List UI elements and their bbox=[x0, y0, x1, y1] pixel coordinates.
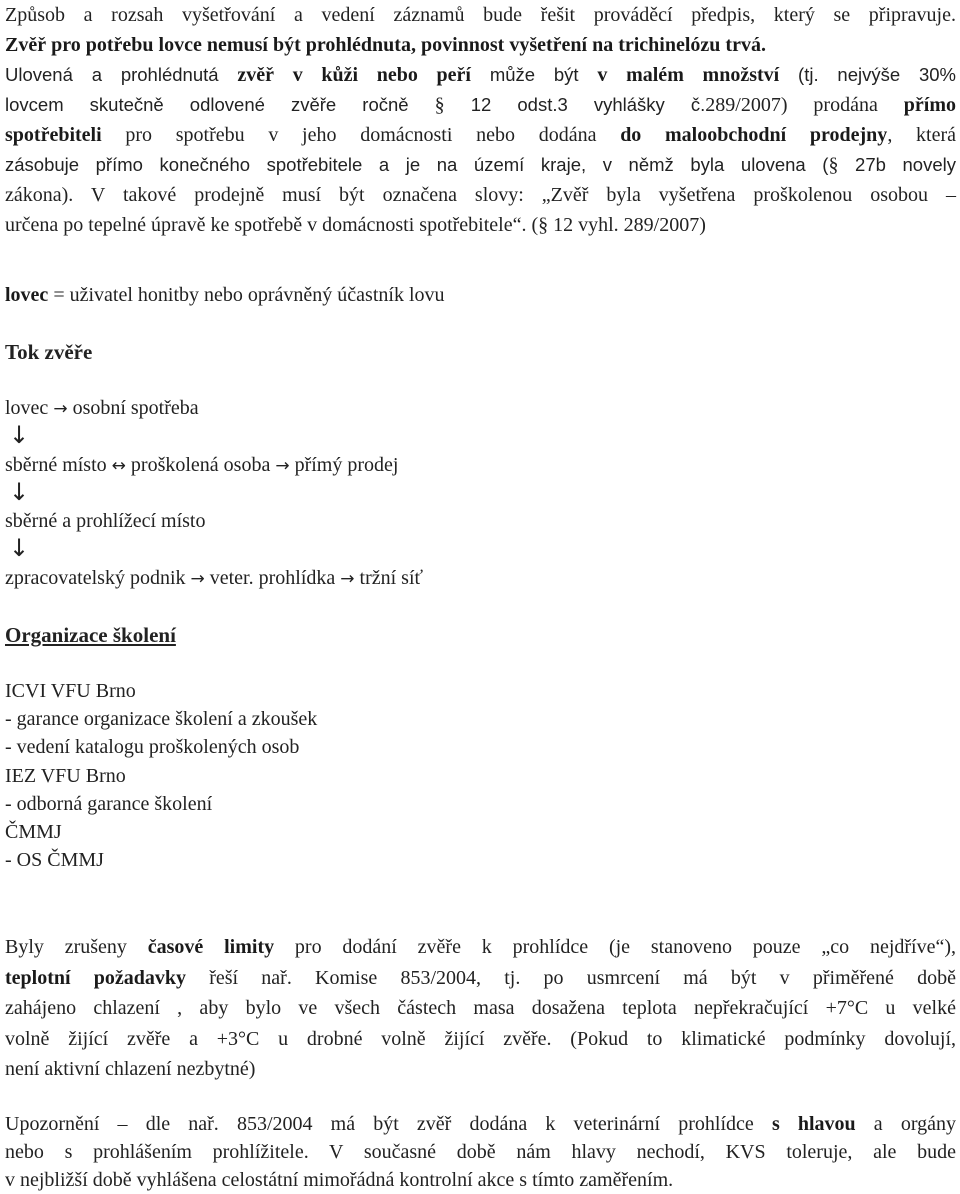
intro-line-8: určena po tepelné úpravě ke spotřebě v domácnosti spotřebitele“. (§ 12 vyhl. 289/2007) bbox=[5, 214, 706, 236]
flow-heading: Tok zvěře bbox=[5, 340, 93, 364]
intro-line-3: Ulovená a prohlédnutá zvěř v kůži nebo peří může být v malém množství (tj. nejvýše 30% bbox=[5, 64, 956, 86]
training-heading: Organizace školení bbox=[5, 623, 176, 647]
intro-line-5: spotřebiteli pro spotřebu v jeho domácnosti nebo dodána do maloobchodní prodejny, která bbox=[5, 124, 956, 146]
flow-row-4: zpracovatelský podnik → veter. prohlídka → tržní síť bbox=[5, 567, 424, 589]
limits-line-2: teplotní požadavky řeší nař. Komise 853/2004, tj. po usmrcení má být v přiměřené době bbox=[5, 966, 956, 989]
limits-line-4: volně žijící zvěře a +3°C u drobné volně žijící zvěře. (Pokud to klimatické podmínky dovolují, bbox=[5, 1027, 956, 1050]
warning-line-3: v nejbližší době vyhlášena celostátní mimořádná kontrolní akce s tímto zaměřením. bbox=[5, 1169, 674, 1191]
training-item: - OS ČMMJ bbox=[5, 849, 104, 872]
intro-line-1: Způsob a rozsah vyšetřování a vedení záznamů bude řešit prováděcí předpis, který se připravuje. bbox=[5, 4, 956, 26]
arrow-right-icon: → bbox=[340, 569, 355, 589]
section-icon: § bbox=[828, 154, 839, 176]
flow-row-1: lovec → osobní spotřeba bbox=[5, 397, 199, 419]
limits-line-1: Byly zrušeny časové limity pro dodání zvěře k prohlídce (je stanoveno pouze „co nejdříve“), bbox=[5, 936, 957, 958]
lovec-definition: lovec = uživatel honitby nebo oprávněný účastník lovu bbox=[5, 284, 445, 306]
warning-paragraph bbox=[5, 1110, 956, 1194]
training-item: IEZ VFU Brno bbox=[5, 764, 126, 787]
flow-row-3: sběrné a prohlížecí místo bbox=[5, 510, 206, 532]
intro-line-7: zákona). V takové prodejně musí být označena slovy: „Zvěř byla vyšetřena proškolenou osobou – bbox=[5, 184, 956, 206]
arrow-down-icon: ↓ bbox=[9, 421, 30, 449]
section-icon: § bbox=[538, 214, 549, 236]
training-list bbox=[5, 677, 956, 874]
arrow-down-icon: ↓ bbox=[9, 478, 30, 506]
training-item: ICVI VFU Brno bbox=[5, 680, 136, 702]
training-item: - odborná garance školení bbox=[5, 792, 213, 815]
intro-line-2: Zvěř pro potřebu lovce nemusí být prohlédnuta, povinnost vyšetření na trichinelózu trvá. bbox=[5, 34, 766, 56]
training-item: - garance organizace školení a zkoušek bbox=[5, 708, 318, 731]
flow-row-2: sběrné místo ↔ proškolená osoba → přímý prodej bbox=[5, 454, 399, 476]
limits-line-5: není aktivní chlazení nezbytné) bbox=[5, 1058, 256, 1080]
arrow-both-icon: ↔ bbox=[111, 456, 126, 476]
limits-paragraph bbox=[5, 932, 956, 1085]
intro-line-4: lovcem skutečně odlovené zvěře ročně § 12 odst.3 vyhlášky č.289/2007) prodána přímo bbox=[5, 94, 956, 116]
limits-line-3: zahájeno chlazení , aby bylo ve všech částech masa dosažena teplota nepřekračující +7°C u velké bbox=[5, 997, 956, 1019]
section-icon: § bbox=[434, 94, 445, 116]
training-item: - vedení katalogu proškolených osob bbox=[5, 736, 300, 759]
training-item: ČMMJ bbox=[5, 821, 62, 844]
intro-line-6: zásobuje přímo konečného spotřebitele a je na území kraje, v němž byla ulovena (§ 27b novely bbox=[5, 154, 956, 176]
arrow-right-icon: → bbox=[53, 399, 68, 419]
warning-line-2: nebo s prohlášením prohlížitele. V současné době nám hlavy nechodí, KVS toleruje, ale bude bbox=[5, 1141, 956, 1163]
arrow-down-icon: ↓ bbox=[9, 534, 30, 562]
intro-paragraph bbox=[5, 0, 956, 240]
warning-line-1: Upozornění – dle nař. 853/2004 má být zvěř dodána k veterinární prohlídce s hlavou a orgány bbox=[5, 1113, 957, 1135]
arrow-right-icon: → bbox=[190, 569, 205, 589]
arrow-right-icon: → bbox=[275, 456, 290, 476]
